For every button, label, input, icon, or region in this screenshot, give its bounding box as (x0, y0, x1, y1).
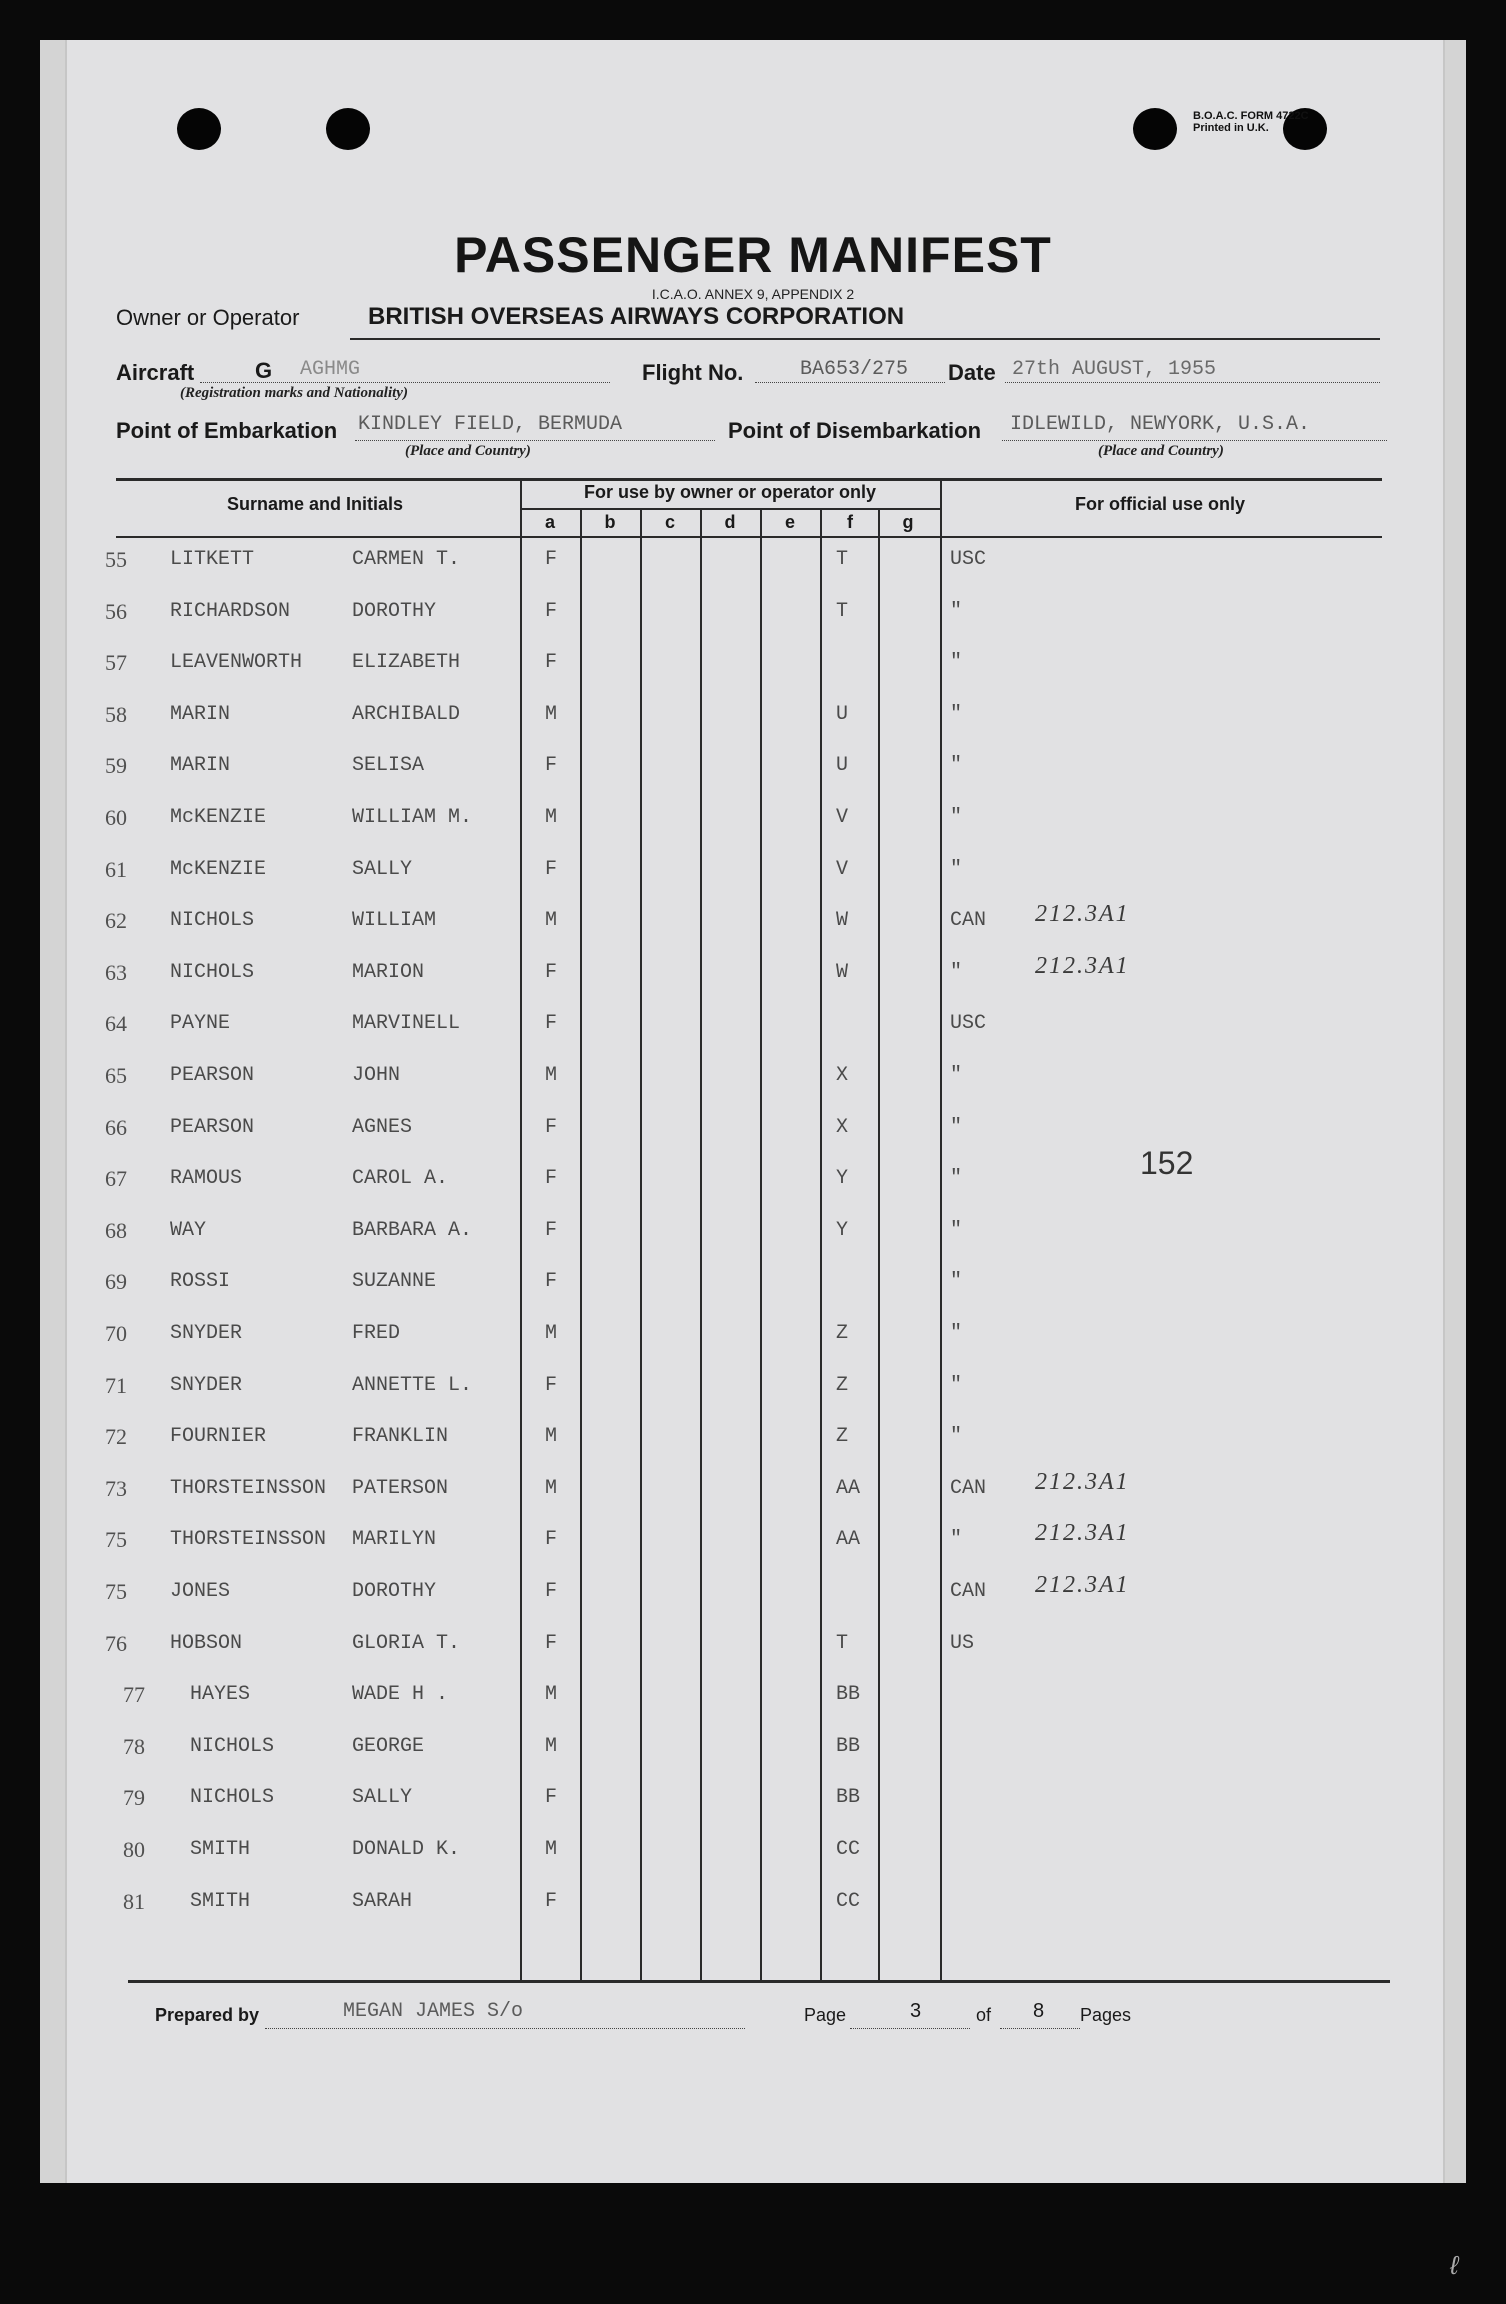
passenger-given-name: DONALD K. (352, 1838, 461, 1861)
flight-dots (755, 382, 945, 383)
passenger-given-name: AGNES (352, 1116, 413, 1139)
prepared-dots (265, 2028, 745, 2029)
punch-hole (1133, 108, 1177, 150)
subcol-header-g: g (902, 512, 914, 532)
passenger-given-name: FRED (352, 1322, 401, 1345)
owner-label: Owner or Operator (116, 305, 300, 330)
group-cell: Z (836, 1322, 849, 1345)
sex-cell: F (545, 1528, 558, 1551)
row-number: 58 (105, 702, 127, 727)
sex-cell: F (545, 548, 558, 571)
passenger-surname: NICHOLS (170, 909, 255, 932)
passenger-surname: ROSSI (170, 1270, 231, 1293)
official-cell: US (950, 1632, 975, 1655)
page-dots (850, 2028, 970, 2029)
passenger-given-name: WADE H . (352, 1683, 449, 1706)
sex-cell: F (545, 600, 558, 623)
group-cell: W (836, 961, 849, 984)
group-cell: X (836, 1064, 849, 1087)
sex-cell: F (545, 858, 558, 881)
row-number: 65 (105, 1063, 127, 1088)
passenger-surname: PEARSON (170, 1064, 255, 1087)
surname-header: Surname and Initials (226, 494, 404, 514)
column-rule (700, 508, 702, 1980)
group-cell: AA (836, 1477, 861, 1500)
passenger-surname: THORSTEINSSON (170, 1528, 327, 1551)
official-cell: " (950, 1322, 963, 1345)
table-bottom-rule (128, 1980, 1390, 1983)
group-cell: Y (836, 1219, 849, 1242)
sex-cell: M (545, 1735, 558, 1758)
sex-cell: F (545, 1116, 558, 1139)
column-rule (940, 478, 942, 1980)
sex-cell: F (545, 1632, 558, 1655)
group-cell: CC (836, 1890, 861, 1913)
passenger-given-name: FRANKLIN (352, 1425, 449, 1448)
passenger-given-name: GLORIA T. (352, 1632, 461, 1655)
page-value: 3 (910, 2000, 922, 2022)
passenger-given-name: CAROL A. (352, 1167, 449, 1190)
row-number: 59 (105, 753, 127, 778)
passenger-given-name: SALLY (352, 858, 413, 881)
passenger-surname: SMITH (190, 1890, 251, 1913)
row-number: 71 (105, 1373, 127, 1398)
group-cell: T (836, 1632, 849, 1655)
subcol-header-b: b (604, 512, 616, 532)
group-cell: CC (836, 1838, 861, 1861)
group-cell: AA (836, 1528, 861, 1551)
flight-label: Flight No. (642, 360, 744, 385)
page-title: PASSENGER MANIFEST (454, 227, 1052, 283)
passenger-surname: RAMOUS (170, 1167, 243, 1190)
sex-cell: M (545, 703, 558, 726)
row-number: 63 (105, 960, 127, 985)
passenger-surname: PEARSON (170, 1116, 255, 1139)
group-cell: V (836, 858, 849, 881)
sex-cell: F (545, 1786, 558, 1809)
passenger-given-name: DOROTHY (352, 600, 437, 623)
handwritten-code: 212.3A1 (1035, 1520, 1130, 1546)
punch-hole (326, 108, 370, 150)
passenger-surname: RICHARDSON (170, 600, 291, 623)
passenger-surname: MARIN (170, 703, 231, 726)
date-value: 27th AUGUST, 1955 (1012, 358, 1217, 381)
passenger-given-name: ARCHIBALD (352, 703, 461, 726)
owner-rule (350, 338, 1380, 340)
official-cell: " (950, 1116, 963, 1139)
passenger-given-name: SELISA (352, 754, 425, 777)
row-number: 81 (123, 1889, 145, 1914)
group-cell: V (836, 806, 849, 829)
sex-cell: F (545, 651, 558, 674)
passenger-given-name: SALLY (352, 1786, 413, 1809)
owner-value: BRITISH OVERSEAS AIRWAYS CORPORATION (368, 303, 905, 330)
passenger-surname: MARIN (170, 754, 231, 777)
sex-cell: M (545, 909, 558, 932)
row-number: 76 (105, 1631, 127, 1656)
passenger-given-name: SARAH (352, 1890, 413, 1913)
column-rule (760, 508, 762, 1980)
form-code: B.O.A.C. FORM 4722C Printed in U.K. (1193, 110, 1309, 134)
official-cell: CAN (950, 1477, 987, 1500)
disembark-label: Point of Disembarkation (728, 418, 982, 443)
passenger-given-name: ELIZABETH (352, 651, 461, 674)
subcol-header-d: d (724, 512, 736, 532)
disembark-note: (Place and Country) (1098, 443, 1224, 459)
official-cell: USC (950, 1012, 987, 1035)
aircraft-note: (Registration marks and Nationality) (180, 385, 408, 401)
corner-mark: ℓ (1450, 2250, 1459, 2280)
sex-cell: F (545, 1219, 558, 1242)
group-cell: U (836, 703, 849, 726)
column-rule (820, 508, 822, 1980)
official-cell: " (950, 961, 963, 984)
group-cell: W (836, 909, 849, 932)
official-cell: " (950, 806, 963, 829)
aircraft-value: G (255, 358, 273, 383)
group-cell: Z (836, 1374, 849, 1397)
passenger-given-name: ANNETTE L. (352, 1374, 473, 1397)
disembark-value: IDLEWILD, NEWYORK, U.S.A. (1010, 413, 1311, 436)
passenger-given-name: WILLIAM (352, 909, 437, 932)
passenger-given-name: GEORGE (352, 1735, 425, 1758)
row-number: 78 (123, 1734, 145, 1759)
passenger-surname: NICHOLS (170, 961, 255, 984)
official-cell: " (950, 1219, 963, 1242)
date-dots (1005, 382, 1380, 383)
passenger-given-name: CARMEN T. (352, 548, 461, 571)
embark-note: (Place and Country) (405, 443, 531, 459)
sex-cell: M (545, 1425, 558, 1448)
disembark-dots (1002, 440, 1387, 441)
punch-hole (177, 108, 221, 150)
subcol-header-c: c (664, 512, 675, 532)
group-cell: U (836, 754, 849, 777)
passenger-surname: THORSTEINSSON (170, 1477, 327, 1500)
official-cell: " (950, 1374, 963, 1397)
row-number: 79 (123, 1785, 145, 1810)
official-cell: USC (950, 548, 987, 571)
sex-cell: F (545, 1167, 558, 1190)
group-cell: X (836, 1116, 849, 1139)
passenger-given-name: JOHN (352, 1064, 401, 1087)
passenger-surname: SNYDER (170, 1374, 243, 1397)
sex-cell: M (545, 1064, 558, 1087)
passenger-surname: HOBSON (170, 1632, 243, 1655)
official-cell: " (950, 1064, 963, 1087)
passenger-surname: NICHOLS (190, 1735, 275, 1758)
passenger-surname: McKENZIE (170, 806, 267, 829)
sex-cell: M (545, 1683, 558, 1706)
row-number: 57 (105, 650, 127, 675)
passenger-surname: HAYES (190, 1683, 251, 1706)
sex-cell: F (545, 1270, 558, 1293)
group-cell: T (836, 600, 849, 623)
row-number: 69 (105, 1269, 127, 1294)
passenger-given-name: MARION (352, 961, 425, 984)
subcol-header-a: a (544, 512, 555, 532)
embark-value: KINDLEY FIELD, BERMUDA (358, 413, 623, 436)
manifest-sheet (40, 40, 1466, 2183)
official-cell: CAN (950, 909, 987, 932)
passenger-given-name: PATERSON (352, 1477, 449, 1500)
sex-cell: F (545, 961, 558, 984)
official-cell: " (950, 600, 963, 623)
passenger-surname: LEAVENWORTH (170, 651, 303, 674)
official-cell: " (950, 858, 963, 881)
group-cell: Y (836, 1167, 849, 1190)
passenger-given-name: DOROTHY (352, 1580, 437, 1603)
official-use-header: For official use only (1074, 494, 1246, 514)
row-number: 55 (105, 547, 127, 572)
official-cell: CAN (950, 1580, 987, 1603)
official-cell: " (950, 703, 963, 726)
passenger-surname: SMITH (190, 1838, 251, 1861)
of-label: of (976, 2005, 992, 2025)
official-cell: " (950, 651, 963, 674)
header-bottom-rule (116, 536, 1382, 538)
group-cell: T (836, 548, 849, 571)
column-rule (520, 478, 522, 1980)
sex-cell: F (545, 754, 558, 777)
handwritten-code: 212.3A1 (1035, 1469, 1130, 1495)
row-number: 60 (105, 805, 127, 830)
row-number: 64 (105, 1011, 127, 1036)
row-number: 75 (105, 1579, 127, 1604)
sex-cell: M (545, 1322, 558, 1345)
passenger-given-name: MARILYN (352, 1528, 437, 1551)
row-number: 73 (105, 1476, 127, 1501)
passenger-surname: LITKETT (170, 548, 255, 571)
row-number: 62 (105, 908, 127, 933)
row-number: 61 (105, 857, 127, 882)
sex-cell: F (545, 1374, 558, 1397)
of-dots (1000, 2028, 1080, 2029)
column-rule (580, 508, 582, 1980)
official-cell: " (950, 1270, 963, 1293)
group-cell: BB (836, 1735, 861, 1758)
group-cell: Z (836, 1425, 849, 1448)
passenger-surname: WAY (170, 1219, 207, 1242)
column-rule (640, 508, 642, 1980)
passenger-surname: McKENZIE (170, 858, 267, 881)
handwritten-code: 212.3A1 (1035, 901, 1130, 927)
table-top-rule (116, 478, 1382, 481)
passenger-given-name: WILLIAM M. (352, 806, 473, 829)
aircraft-registration: AGHMG (300, 358, 361, 381)
sex-cell: F (545, 1890, 558, 1913)
owner-use-header: For use by owner or operator only (583, 482, 877, 502)
embark-dots (355, 440, 715, 441)
date-label: Date (948, 360, 996, 385)
page-subtitle: I.C.A.O. ANNEX 9, APPENDIX 2 (651, 286, 855, 302)
passenger-surname: NICHOLS (190, 1786, 275, 1809)
official-cell: " (950, 754, 963, 777)
passenger-surname: SNYDER (170, 1322, 243, 1345)
sex-cell: M (545, 806, 558, 829)
passenger-surname: PAYNE (170, 1012, 231, 1035)
pages-label: Pages (1080, 2005, 1132, 2025)
aircraft-label: Aircraft (116, 360, 195, 385)
embark-label: Point of Embarkation (116, 418, 338, 443)
row-number: 66 (105, 1115, 127, 1140)
subcol-header-f: f (847, 512, 853, 532)
group-cell: BB (836, 1683, 861, 1706)
passenger-surname: FOURNIER (170, 1425, 267, 1448)
row-number: 67 (105, 1166, 127, 1191)
prepared-label: Prepared by (155, 2005, 260, 2025)
group-cell: BB (836, 1786, 861, 1809)
page-label: Page (804, 2005, 847, 2025)
flight-value: BA653/275 (800, 358, 909, 381)
sex-cell: F (545, 1580, 558, 1603)
row-number: 75 (105, 1527, 127, 1552)
passenger-surname: JONES (170, 1580, 231, 1603)
row-number: 56 (105, 599, 127, 624)
of-value: 8 (1033, 2000, 1045, 2022)
handwritten-code: 212.3A1 (1035, 953, 1130, 979)
official-cell: " (950, 1167, 963, 1190)
sex-cell: M (545, 1838, 558, 1861)
subcol-header-e: e (784, 512, 795, 532)
passenger-given-name: SUZANNE (352, 1270, 437, 1293)
column-rule (878, 508, 880, 1980)
passenger-given-name: MARVINELL (352, 1012, 461, 1035)
official-cell: " (950, 1528, 963, 1551)
stamp-number: 152 (1140, 1145, 1194, 1181)
handwritten-code: 212.3A1 (1035, 1572, 1130, 1598)
row-number: 80 (123, 1837, 145, 1862)
row-number: 70 (105, 1321, 127, 1346)
row-number: 68 (105, 1218, 127, 1243)
sex-cell: F (545, 1012, 558, 1035)
row-number: 77 (123, 1682, 145, 1707)
row-number: 72 (105, 1424, 127, 1449)
passenger-given-name: BARBARA A. (352, 1219, 473, 1242)
prepared-value: MEGAN JAMES S/o (343, 2000, 524, 2023)
sex-cell: M (545, 1477, 558, 1500)
official-cell: " (950, 1425, 963, 1448)
